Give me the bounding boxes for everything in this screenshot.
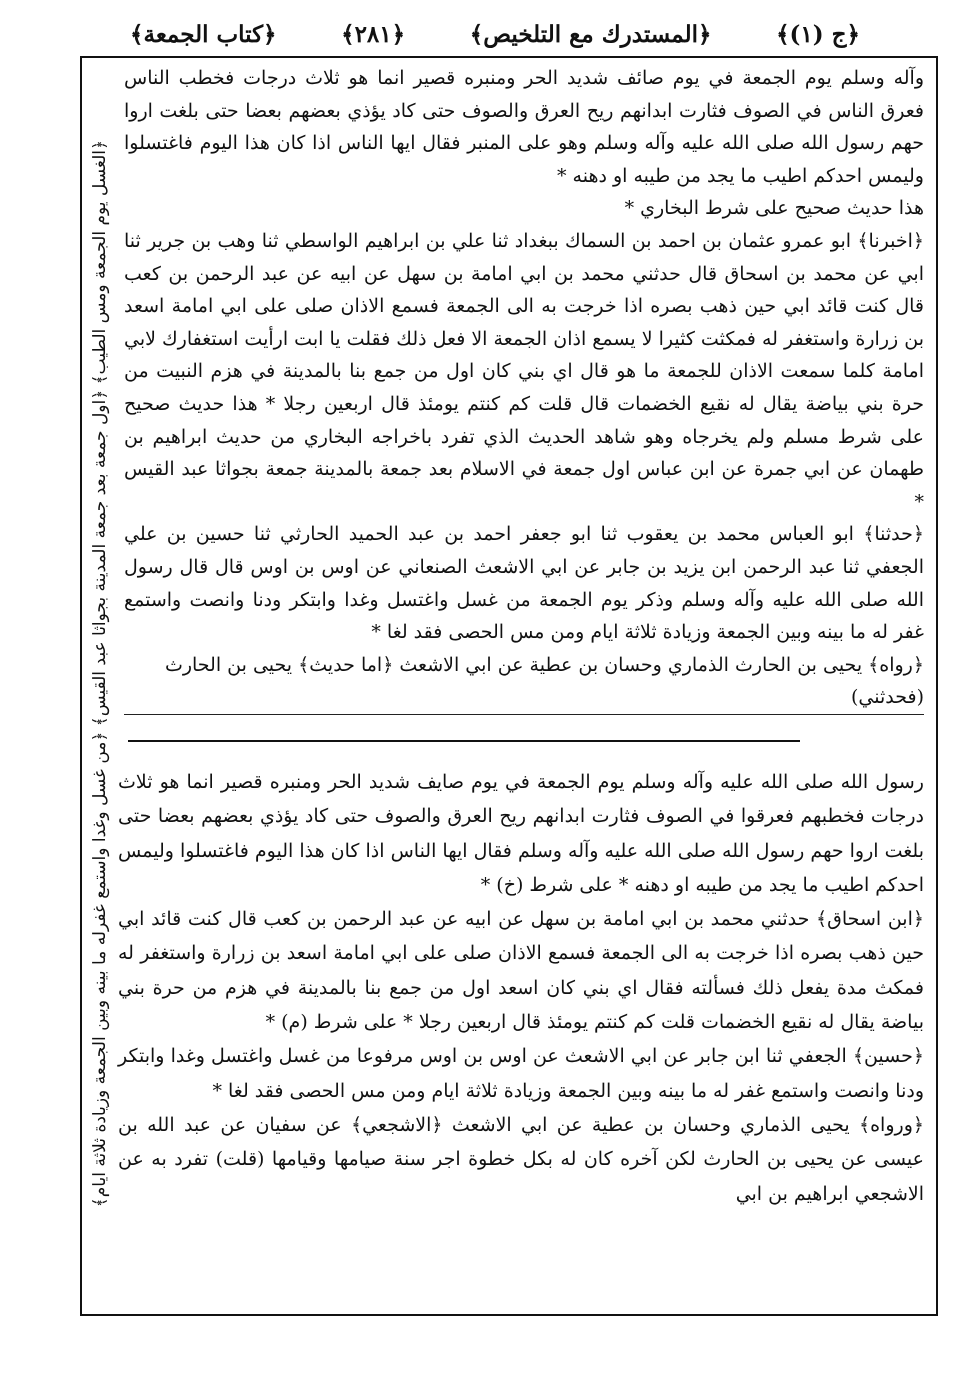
page-number: ﴿٢٨١﴾ — [341, 20, 406, 48]
paragraph: ﴿حدثنا﴾ ابو العباس محمد بن يعقوب ثنا ابو جعفر احمد بن عبد الحميد الحارثي ثنا حسين بن علي الجعفي ثنا عبد الرحمن ابن يزيد بن جابر عن ابي الاشعث الصنعاني عن اوس بن اوس قال قال رسول الله صلى الله عليه وآله وسلم وذكر يوم الجمعة من غسل واغتسل وغدا وابتكر ودنا وانصت واستمع غفر له ما بينه وبين الجمعة وزيادة ثلاثة ايام ومن مس الحصى فقد لغا * — [124, 523, 924, 644]
margin-note — [80, 130, 120, 1208]
margin-note-text: ﴿الغسل يوم الجمعة ومس الطيب﴾ ﴿اول جمعة بعد جمعة المدينة بجواثا عبد القيس﴾ ﴿من غسل وغدا واستمع غفرله ما بينه وبين الجمعة وزيادة ثلاثة ايام﴾ — [90, 140, 110, 1208]
paragraph: وآله وسلم يوم الجمعة في يوم صائف شديد الحر ومنبره قصير انما هو ثلاث درجات فخطب الناس فعرق الناس في الصوف فثارت ابدانهم ريح العرق والصوف حتى كاد يؤذي بعضهم بعضا حتى بلغت اروا حهم رسول الله صلى الله عليه وآله وسلم وهو على المنبر فقال ايها الناس اذا كان هذا اليوم فاغتسلوا وليمس احدكم اطيب ما يجد من طيبه او دهنه * — [124, 67, 924, 187]
paragraph: ﴿حسين﴾ الجعفي ثنا ابن جابر عن ابي الاشعث عن اوس بن اوس مرفوعا من غسل واغتسل وغدا وابتكر ودنا وانصت واستمع غفر له ما بينه وبين الجمعة وزيادة ثلاثة ايام ومن مس الحصى فقد لغا * — [118, 1045, 924, 1102]
paragraph: ﴿اخبرنا﴾ ابو عمرو عثمان بن احمد بن السماك ببغداد ثنا علي بن ابراهيم الواسطي ثنا وهب بن جرير ثنا ابي عن محمد بن اسحاق قال حدثني محمد بن ابي امامة بن سهل عن ابيه عن عبد الرحمن بن كعب قال كنت قائد ابي حين ذهب بصره اذا خرجت به الى الجمعة فسمع الاذان صلى على ابي امامة اسعد بن زرارة واستغفر له فمكثت كثيرا لا يسمع اذان الجمعة الا فعل ذلك فقلت يا ابت ارأيت استغفارك لابي امامة كلما سمعت الاذان للجمعة ما هو قال اي بني كان اول من جمع بنا بالمدينة في هزم النبيت من حرة بني بياضة يقال له نقيع الخضمات قال قلت كم كنتم يومئذ قال اربعين رجلا * هذا حديث صحيح على شرط مسلم ولم يخرجاه وهو شاهد الحديث الذي تفرد باخراجه البخاري من حديث ابراهيم بن طهمان عن ابي جمرة عن ابن عباس اول جمعة في الاسلام بعد جمعة بالمدينة جمعة بجواثا عبد القيس * — [124, 229, 924, 513]
paragraph: ﴿ابن اسحاق﴾ حدثني محمد بن ابي امامة بن سهل عن ابيه عن عبد الرحمن بن كعب قال كنت قائد ابي حين ذهب بصره اذا خرجت به الى الجمعة فسمع الاذان صلى على ابي امامة اسعد بن زرارة واستغفر له فمكث مدة يفعل ذلك فسألته فقال اي بني كان اسعد اول من جمع بنا بالمدينة في هزم من حرة بني بياضة يقال له نقيع الخضمات قلت كم كنتم يومئذ قال اربعين رجلا * على شرط (م) * — [118, 908, 924, 1034]
paragraph: رسول الله صلى الله عليه وآله وسلم يوم الجمعة في يوم صايف شديد الحر ومنبره قصير انما هو ثلاث درجات فخطبهم فعرقوا في الصوف فثارت ابدانهم ريح العرق والصوف حتى كاد يؤذي بعضهم بعضا حتى بلغت اروا حهم رسول الله صلى الله عليه وآله وسلم فقال ايها الناس اذا كان هذا اليوم فاغتسلوا وليمس احدكم اطيب ما يجد من طيبه او دهنه * على شرط (خ) * — [118, 771, 924, 896]
paragraph: هذا حديث صحيح على شرط البخاري * — [624, 197, 924, 220]
main-text — [124, 62, 924, 715]
footnote-divider — [128, 740, 800, 742]
paragraph: ﴿ورواه﴾ يحيى الذماري وحسان بن عطية عن ابي الاشعث ﴿الاشجعي﴾ عن سفيان عن عبد الله بن عيسى عن يحيى بن الحارث لكن آخره كان له بكل خطوة اجر سنة صيامها وقيامها (قلت) تفرد به عن الاشجعي ابراهيم بن ابي — [118, 1113, 924, 1205]
talkhis-text — [118, 765, 924, 1211]
paragraph: ﴿رواه﴾ يحيى بن الحارث الذماري وحسان بن عطية عن ابي الاشعث ﴿اما حديث﴾ يحيى بن الحارث (فحدثني) — [124, 649, 924, 715]
running-header — [130, 12, 860, 56]
volume-label: ﴿ج (١)﴾ — [776, 20, 860, 48]
chapter-title: ﴿كتاب الجمعة﴾ — [130, 20, 277, 48]
book-title: ﴿المستدرك مع التلخيص﴾ — [469, 20, 712, 48]
